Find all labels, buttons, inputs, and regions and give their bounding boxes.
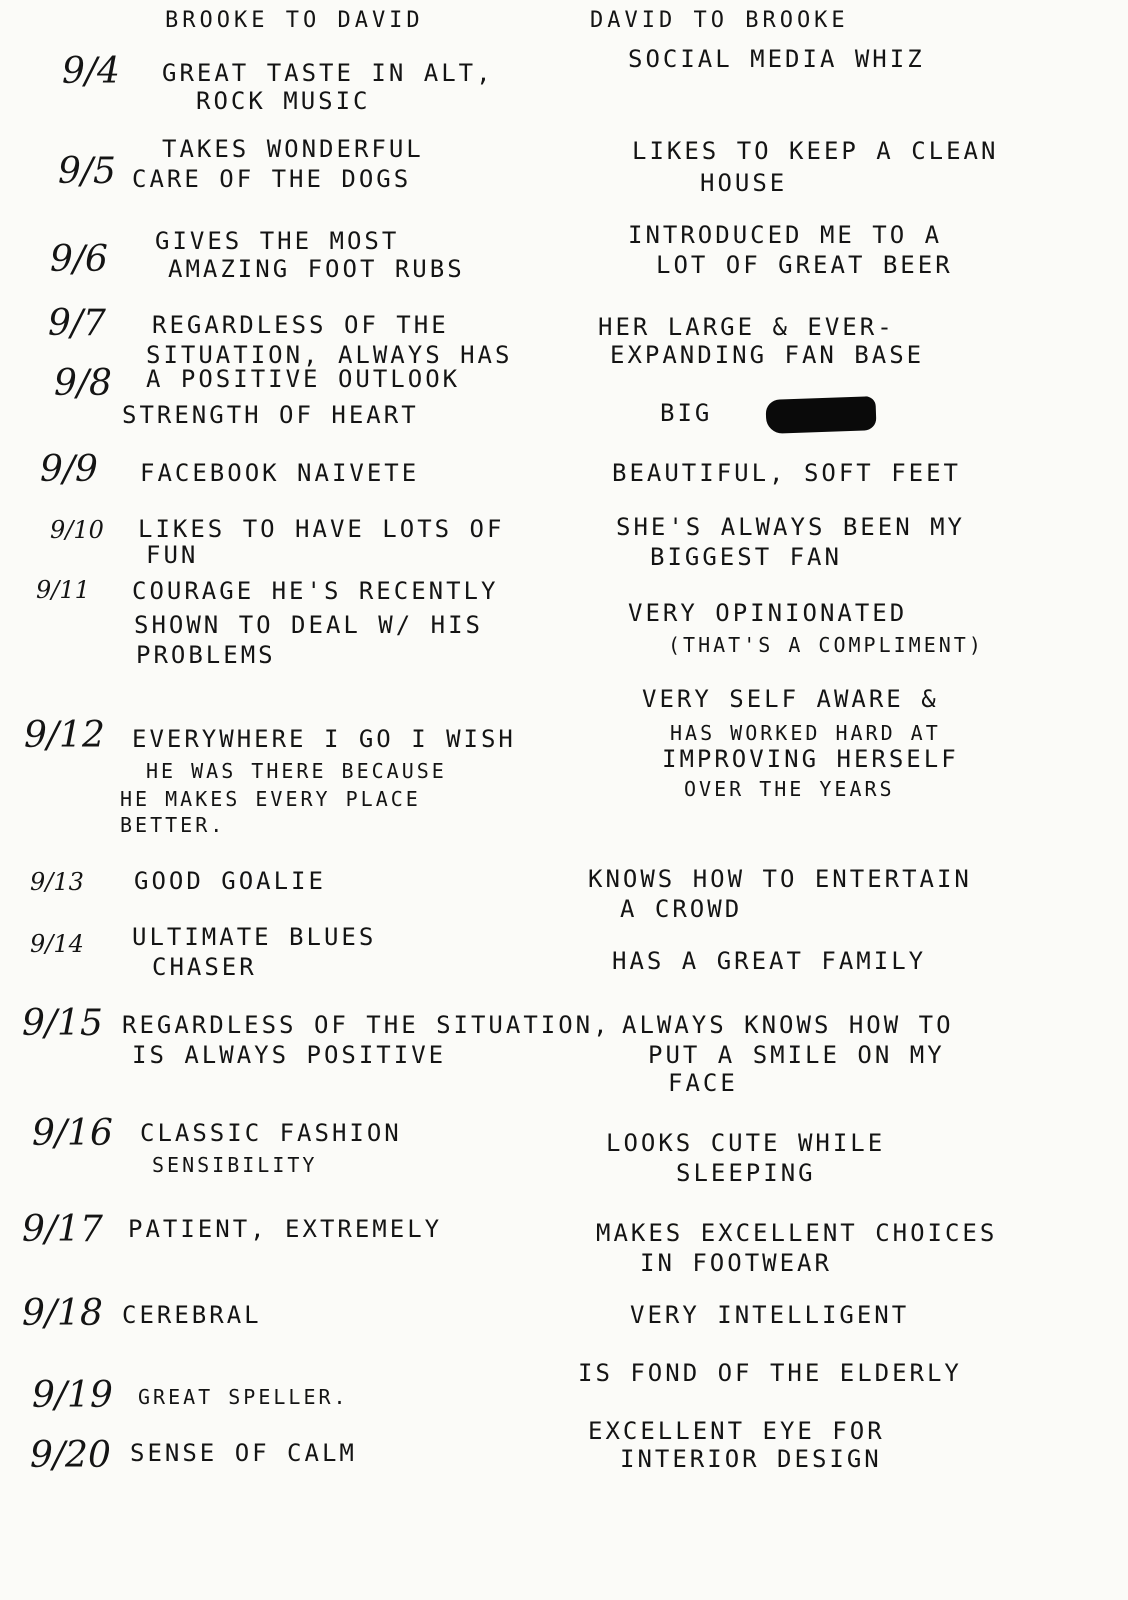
left-entry-line: REGARDLESS OF THE	[152, 311, 449, 339]
left-entry-line: GOOD GOALIE	[134, 867, 326, 895]
right-entry-line: IS FOND OF THE ELDERLY	[578, 1359, 962, 1387]
left-entry-line: ROCK MUSIC	[196, 87, 371, 115]
left-entry-line: FACEBOOK NAIVETE	[140, 459, 420, 487]
entry-date: 9/12	[24, 715, 105, 756]
right-entry-line: INTRODUCED ME TO A	[628, 221, 943, 249]
right-entry-line: SLEEPING	[676, 1159, 816, 1187]
left-entry-line: CEREBRAL	[122, 1301, 262, 1329]
left-entry-line: REGARDLESS OF THE SITUATION,	[122, 1011, 611, 1039]
right-entry-line: VERY OPINIONATED	[628, 599, 908, 627]
entry-date: 9/16	[32, 1113, 113, 1154]
left-entry-line: LIKES TO HAVE LOTS OF	[138, 515, 505, 543]
left-entry-line: GREAT TASTE IN ALT,	[162, 59, 494, 87]
left-entry-line: HE WAS THERE BECAUSE	[146, 759, 447, 783]
right-entry-line: BEAUTIFUL, SOFT FEET	[612, 459, 961, 487]
entry-date: 9/17	[22, 1209, 103, 1250]
left-entry-line: COURAGE HE'S RECENTLY	[132, 577, 499, 605]
right-entry-line: SOCIAL MEDIA WHIZ	[628, 45, 925, 73]
right-entry-line: HAS A GREAT FAMILY	[612, 947, 927, 975]
entry-date: 9/9	[40, 449, 98, 490]
right-entry-line: LOOKS CUTE WHILE	[606, 1129, 886, 1157]
left-entry-line: BETTER.	[120, 813, 226, 837]
left-column-header: BROOKE TO DAVID	[165, 8, 424, 33]
entry-date: 9/7	[48, 303, 106, 344]
left-entry-line: GREAT SPELLER.	[138, 1385, 349, 1409]
left-entry-line: HE MAKES EVERY PLACE	[120, 787, 421, 811]
left-entry-line: STRENGTH OF HEART	[122, 401, 419, 429]
right-entry-line: VERY SELF AWARE &	[642, 685, 939, 713]
left-entry-line: SENSIBILITY	[152, 1153, 318, 1177]
right-entry-line: HER LARGE & EVER-	[598, 313, 895, 341]
right-entry-line: ALWAYS KNOWS HOW TO	[622, 1011, 954, 1039]
right-entry-line: HAS WORKED HARD AT	[670, 721, 941, 745]
left-entry-line: A POSITIVE OUTLOOK	[146, 365, 461, 393]
left-entry-line: EVERYWHERE I GO I WISH	[132, 725, 516, 753]
right-entry-line: EXPANDING FAN BASE	[610, 341, 925, 369]
right-entry-line: BIGGEST FAN	[650, 543, 842, 571]
entry-date: 9/5	[58, 151, 116, 192]
right-entry-line: INTERIOR DESIGN	[620, 1445, 882, 1473]
right-entry-line: BIG	[660, 399, 713, 427]
right-entry-line: LOT OF GREAT BEER	[656, 251, 953, 279]
right-entry-line: IMPROVING HERSELF	[662, 745, 959, 773]
right-entry-line: OVER THE YEARS	[684, 777, 895, 801]
left-entry-line: CLASSIC FASHION	[140, 1119, 402, 1147]
entry-date: 9/20	[30, 1435, 111, 1476]
right-entry-line: KNOWS HOW TO ENTERTAIN	[588, 865, 972, 893]
right-entry-line: IN FOOTWEAR	[640, 1249, 832, 1277]
left-entry-line: SITUATION, ALWAYS HAS	[146, 341, 513, 369]
right-column-header: DAVID TO BROOKE	[590, 8, 849, 33]
left-entry-line: AMAZING FOOT RUBS	[168, 255, 465, 283]
entry-date: 9/15	[22, 1003, 103, 1044]
left-entry-line: PROBLEMS	[136, 641, 276, 669]
left-entry-line: PATIENT, EXTREMELY	[128, 1215, 443, 1243]
right-entry-line: HOUSE	[700, 169, 788, 197]
entry-date: 9/4	[62, 51, 120, 92]
right-entry-line: PUT A SMILE ON MY	[648, 1041, 945, 1069]
entry-date: 9/8	[54, 363, 112, 404]
right-entry-line: (THAT'S A COMPLIMENT)	[668, 633, 984, 657]
entry-date: 9/11	[36, 576, 90, 604]
left-entry-line: ULTIMATE BLUES	[132, 923, 377, 951]
left-entry-line: SHOWN TO DEAL W/ HIS	[134, 611, 483, 639]
right-entry-line: FACE	[668, 1069, 738, 1097]
right-entry-line: LIKES TO KEEP A CLEAN	[632, 137, 999, 165]
entry-date: 9/13	[30, 868, 84, 896]
right-entry-line: MAKES EXCELLENT CHOICES	[596, 1219, 998, 1247]
left-entry-line: TAKES WONDERFUL	[162, 135, 424, 163]
right-entry-line: A CROWD	[620, 895, 743, 923]
left-entry-line: GIVES THE MOST	[155, 227, 400, 255]
left-entry-line: CHASER	[152, 953, 257, 981]
right-entry-line: EXCELLENT EYE FOR	[588, 1417, 885, 1445]
entry-date: 9/14	[30, 930, 84, 958]
right-entry-line: SHE'S ALWAYS BEEN MY	[616, 513, 965, 541]
redaction-mark	[765, 396, 876, 434]
entry-date: 9/19	[32, 1375, 113, 1416]
right-entry-line: VERY INTELLIGENT	[630, 1301, 910, 1329]
left-entry-line: IS ALWAYS POSITIVE	[132, 1041, 447, 1069]
left-entry-line: FUN	[146, 541, 199, 569]
entry-date: 9/18	[22, 1293, 103, 1334]
entry-date: 9/10	[50, 516, 104, 544]
left-entry-line: CARE OF THE DOGS	[132, 165, 412, 193]
entry-date: 9/6	[50, 239, 108, 280]
left-entry-line: SENSE OF CALM	[130, 1439, 357, 1467]
